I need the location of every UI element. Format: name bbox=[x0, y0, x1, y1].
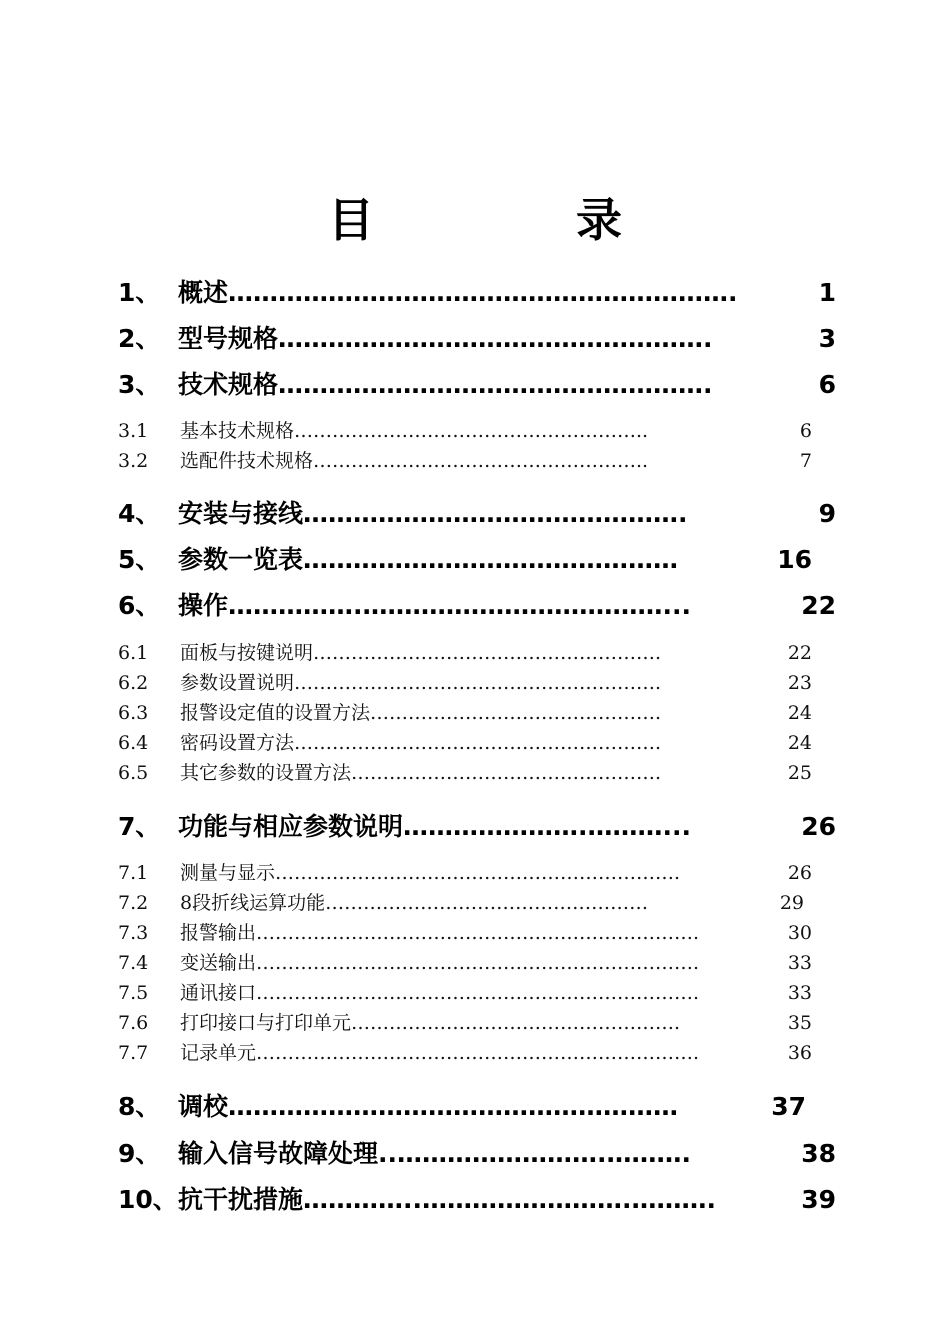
toc-entry[interactable] bbox=[0, 1183, 950, 1217]
toc-entry-number: 2、 bbox=[118, 324, 161, 353]
toc-entry-page: 24 bbox=[787, 702, 812, 724]
toc-entry-number: 3、 bbox=[118, 370, 161, 399]
toc-entry[interactable] bbox=[0, 1137, 950, 1171]
toc-entry-page: 1 bbox=[818, 278, 836, 307]
toc-entry[interactable] bbox=[0, 860, 950, 886]
toc-entry-number: 7.7 bbox=[118, 1042, 149, 1064]
toc-entry-title: 密码设置方法…………………………………………………. bbox=[180, 732, 662, 754]
toc-entry[interactable] bbox=[0, 1090, 950, 1124]
toc-entry[interactable] bbox=[0, 760, 950, 786]
toc-entry-page: 26 bbox=[801, 812, 836, 841]
toc-entry[interactable] bbox=[0, 950, 950, 976]
toc-entry[interactable] bbox=[0, 276, 950, 310]
toc-entry-title: 打印接口与打印单元……………………………………………. bbox=[180, 1012, 681, 1034]
toc-entry-number: 7.6 bbox=[118, 1012, 149, 1034]
toc-entry-title: 安装与接线………………………………………. bbox=[178, 499, 688, 528]
toc-entry-number: 7.5 bbox=[118, 982, 149, 1004]
toc-entry-number: 4、 bbox=[118, 499, 161, 528]
toc-entry-number: 7.2 bbox=[118, 892, 149, 914]
toc-entry-number: 3.2 bbox=[118, 450, 149, 472]
toc-entry-title: 输入信号故障处理..…………………….………. bbox=[178, 1139, 691, 1168]
toc-entry-page: 6 bbox=[799, 420, 812, 442]
toc-entry[interactable] bbox=[0, 1010, 950, 1036]
toc-entry-title: 通讯接口……………………………………………………………. bbox=[180, 982, 700, 1004]
toc-entry[interactable] bbox=[0, 1040, 950, 1066]
toc-entry-title: 概述……………………………………………………. bbox=[178, 278, 738, 307]
toc-entry-page: 3 bbox=[818, 324, 836, 353]
toc-entry[interactable] bbox=[0, 980, 950, 1006]
toc-entry-title: 功能与相应参数说明………………….………... bbox=[178, 812, 691, 841]
toc-entry-number: 7.3 bbox=[118, 922, 149, 944]
toc-entry-page: 36 bbox=[787, 1042, 812, 1064]
toc-entry-page: 24 bbox=[787, 732, 812, 754]
toc-entry-number: 6、 bbox=[118, 591, 161, 620]
toc-entry[interactable] bbox=[0, 448, 950, 474]
toc-entry[interactable] bbox=[0, 920, 950, 946]
toc-entry[interactable] bbox=[0, 543, 950, 577]
toc-title: 目 录 bbox=[328, 193, 700, 247]
toc-entry-page: 37 bbox=[771, 1092, 806, 1121]
toc-entry[interactable] bbox=[0, 368, 950, 402]
toc-entry[interactable] bbox=[0, 890, 950, 916]
toc-entry-page: 23 bbox=[787, 672, 812, 694]
toc-entry-title: 参数一览表……………………………………… bbox=[178, 545, 679, 574]
toc-entry[interactable] bbox=[0, 497, 950, 531]
toc-entry-page: 33 bbox=[787, 982, 812, 1004]
toc-entry-title: 参数设置说明…………………………………………………. bbox=[180, 672, 662, 694]
toc-entry-title: 型号规格……………………………………………. bbox=[178, 324, 713, 353]
toc-entry-page: 39 bbox=[801, 1185, 836, 1214]
toc-entry-page: 16 bbox=[777, 545, 812, 574]
toc-entry-number: 9、 bbox=[118, 1139, 161, 1168]
toc-entry-title: 报警输出……………………………………………………………. bbox=[180, 922, 700, 944]
toc-entry-number: 6.4 bbox=[118, 732, 149, 754]
toc-entry-title: 报警设定值的设置方法………………………………………. bbox=[180, 702, 662, 724]
toc-entry-title: 操作…………….………………………………... bbox=[178, 591, 691, 620]
toc-entry[interactable] bbox=[0, 322, 950, 356]
toc-entry-page: 26 bbox=[787, 862, 812, 884]
toc-entry-title: 记录单元……………………………………………………………. bbox=[180, 1042, 700, 1064]
toc-entry-title: 其它参数的设置方法…………………………………………. bbox=[180, 762, 662, 784]
toc-entry-number: 7.4 bbox=[118, 952, 149, 974]
toc-entry-page: 22 bbox=[787, 642, 812, 664]
toc-entry-page: 38 bbox=[801, 1139, 836, 1168]
toc-entry[interactable] bbox=[0, 670, 950, 696]
toc-entry-title: 选配件技术规格…………………………………………….. bbox=[180, 450, 649, 472]
toc-entry-page: 35 bbox=[787, 1012, 812, 1034]
toc-entry-page: 25 bbox=[787, 762, 812, 784]
toc-entry[interactable] bbox=[0, 640, 950, 666]
toc-entry-page: 33 bbox=[787, 952, 812, 974]
toc-entry-number: 1、 bbox=[118, 278, 161, 307]
toc-entry-title: 技术规格……………………………………………. bbox=[178, 370, 713, 399]
toc-entry-number: 7、 bbox=[118, 812, 161, 841]
toc-entry-title: 面板与按键说明………………………………………………. bbox=[180, 642, 662, 664]
toc-entry-page: 9 bbox=[818, 499, 836, 528]
toc-entry-title: 调校……………………………………………… bbox=[178, 1092, 679, 1121]
toc-entry-number: 8、 bbox=[118, 1092, 161, 1121]
toc-entry-title: 8段折线运算功能…………………………………………… bbox=[180, 892, 649, 914]
toc-entry-number: 6.2 bbox=[118, 672, 149, 694]
toc-entry-page: 6 bbox=[818, 370, 836, 399]
toc-entry-title: 变送输出……………………………………………………………. bbox=[180, 952, 700, 974]
toc-entry[interactable] bbox=[0, 700, 950, 726]
toc-entry-number: 5、 bbox=[118, 545, 161, 574]
toc-entry-number: 7.1 bbox=[118, 862, 149, 884]
toc-entry-number: 6.1 bbox=[118, 642, 149, 664]
toc-entry-page: 30 bbox=[787, 922, 812, 944]
toc-entry-title: 基本技术规格……………………………………………….. bbox=[180, 420, 649, 442]
toc-entry-number: 6.3 bbox=[118, 702, 149, 724]
toc-entry-page: 7 bbox=[799, 450, 812, 472]
toc-entry-number: 10、 bbox=[118, 1185, 178, 1214]
toc-entry-title: 测量与显示………………………………………………………. bbox=[180, 862, 681, 884]
toc-entry[interactable] bbox=[0, 589, 950, 623]
toc-entry[interactable] bbox=[0, 810, 950, 844]
toc-entry[interactable] bbox=[0, 418, 950, 444]
toc-entry-number: 3.1 bbox=[118, 420, 149, 442]
toc-entry-page: 29 bbox=[779, 892, 804, 914]
toc-entry-page: 22 bbox=[801, 591, 836, 620]
toc-entry[interactable] bbox=[0, 730, 950, 756]
toc-entry-title: 抗干扰措施…………..…………………….………. bbox=[178, 1185, 716, 1214]
toc-entry-number: 6.5 bbox=[118, 762, 149, 784]
